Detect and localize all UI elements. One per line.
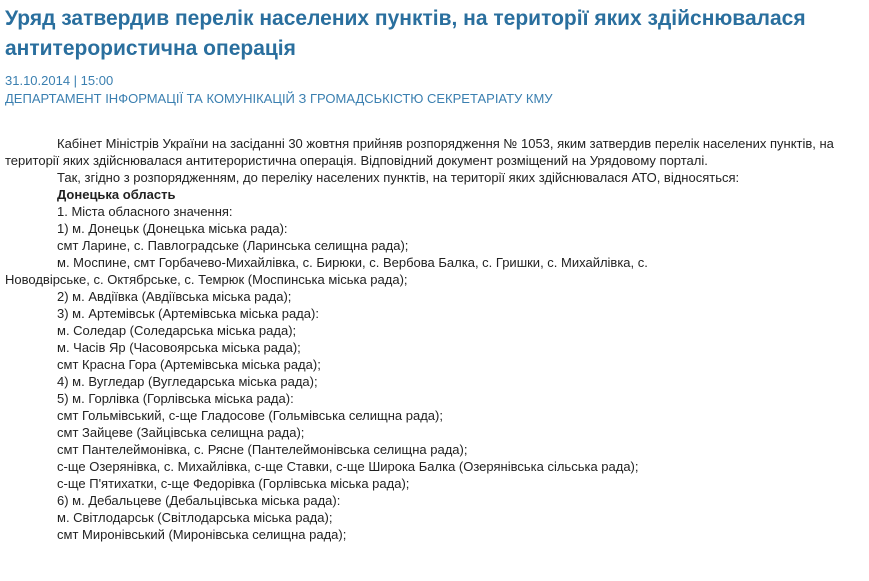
article-title: Уряд затвердив перелік населених пунктів, на території яких здійснювалася антитерористична операція [5,7,806,60]
list-item: 5) м. Горлівка (Горлівська міська рада): [57,391,294,406]
article-date: 31.10.2014 | 15:00 [5,73,114,88]
list-item: смт Ларине, с. Павлоградське (Ларинська селищна рада); [57,238,409,253]
region-heading: Донецька область [57,187,176,202]
list-item: 1. Міста обласного значення: [57,204,233,219]
list-item: смт Красна Гора (Артемівська міська рада); [57,357,321,372]
list-item: смт Гольмівський, с-ще Гладосове (Гольмівська селищна рада); [57,408,443,423]
list-item: 6) м. Дебальцеве (Дебальцівська міська рада): [57,493,341,508]
list-item: 2) м. Авдіївка (Авдіївська міська рада); [57,289,292,304]
list-item: м. Моспине, смт Горбачево-Михайлівка, с. Бирюки, с. Вербова Балка, с. Гришки, с. Михайлівка, с. [57,255,648,270]
article-body [5,135,860,543]
list-item: м. Часів Яр (Часовоярська міська рада); [57,340,301,355]
list-item: Новодвірське, с. Октябрське, с. Темрюк (Моспинська міська рада); [5,272,408,287]
list-item: смт Пантелеймонівка, с. Рясне (Пантелеймонівська селищна рада); [57,442,468,457]
article-paragraph-2: Так, згідно з розпорядженням, до переліку населених пунктів, на території яких здійснювалася АТО, відносяться: [57,170,740,185]
list-item: 3) м. Артемівськ (Артемівська міська рада): [57,306,319,321]
article-paragraph-1: Кабінет Міністрів України на засіданні 30 жовтня прийняв розпорядження № 1053, яким затвердив перелік населених пунктів, на території яких здійснювалася антитерористична операція. Відповідний документ розміщений на Урядовому порталі. [5,136,834,168]
settlement-list [5,186,860,543]
list-item: 1) м. Донецьк (Донецька міська рада): [57,221,288,236]
list-item: 4) м. Вугледар (Вугледарська міська рада); [57,374,318,389]
list-item: смт Зайцеве (Зайцівська селищна рада); [57,425,305,440]
list-item: м. Світлодарськ (Світлодарська міська рада); [57,510,333,525]
list-item: с-ще Озерянівка, с. Михайлівка, с-ще Ставки, с-ще Широка Балка (Озерянівська сільська рада); [57,459,639,474]
list-item: смт Миронівський (Миронівська селищна рада); [57,527,347,542]
article-department: ДЕПАРТАМЕНТ ІНФОРМАЦІЇ ТА КОМУНІКАЦІЙ З ГРОМАДСЬКІСТЮ СЕКРЕТАРІАТУ КМУ [5,91,553,106]
list-item: м. Соледар (Соледарська міська рада); [57,323,297,338]
list-item: с-ще П'ятихатки, с-ще Федорівка (Горлівська міська рада); [57,476,410,491]
